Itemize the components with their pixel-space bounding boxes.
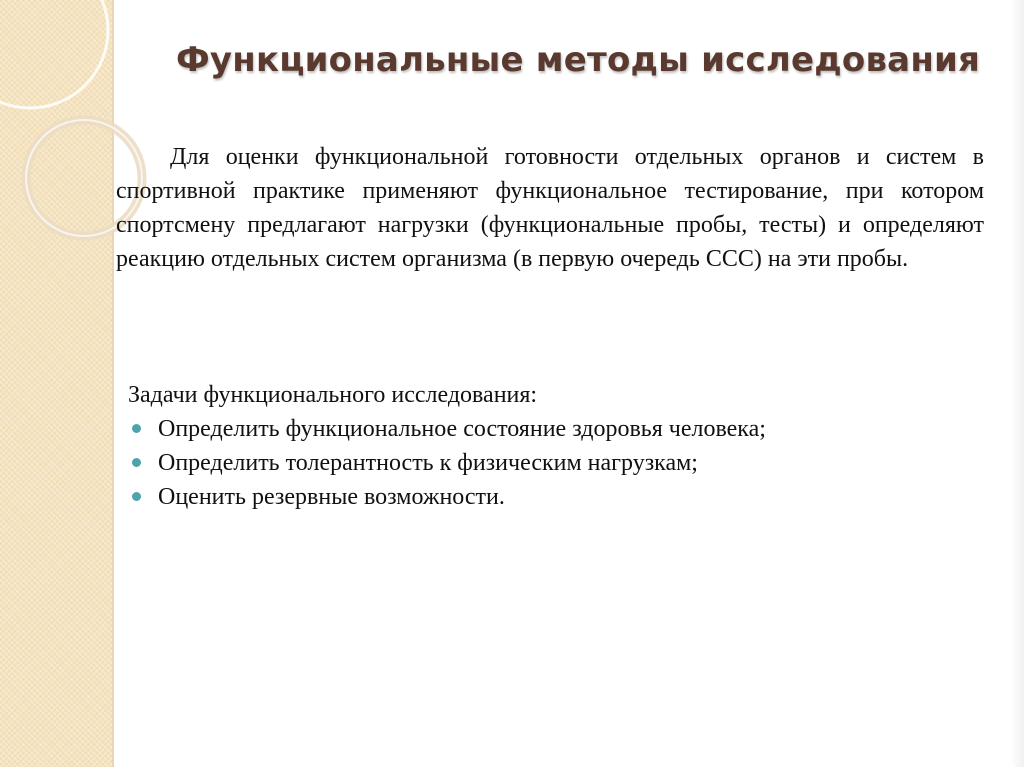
list-item-text: Определить функциональное состояние здоровья человека; <box>158 416 766 442</box>
list-item <box>128 480 988 514</box>
intro-paragraph: Для оценки функциональной готовности отдельных органов и систем в спортивной практике применяют функциональное тестирование, при котором спортсмену предлагают нагрузки (функциональные пробы, тесты) и определяют реакцию отдельных систем организма (в первую очередь ССС) на эти пробы. <box>116 144 984 272</box>
list-item <box>128 412 988 446</box>
list-item <box>128 446 988 480</box>
tasks-section <box>128 378 988 514</box>
list-item-text: Оценить резервные возможности. <box>158 484 505 510</box>
tasks-list <box>128 412 988 514</box>
slide-right-shadow <box>1010 0 1024 767</box>
bullet-icon <box>132 492 141 501</box>
bullet-icon <box>132 458 141 467</box>
bullet-icon <box>132 424 141 433</box>
list-item-text: Определить толерантность к физическим нагрузкам; <box>158 450 698 476</box>
tasks-heading: Задачи функционального исследования: <box>128 382 538 408</box>
slide-title: Функциональные методы исследования <box>176 40 981 80</box>
